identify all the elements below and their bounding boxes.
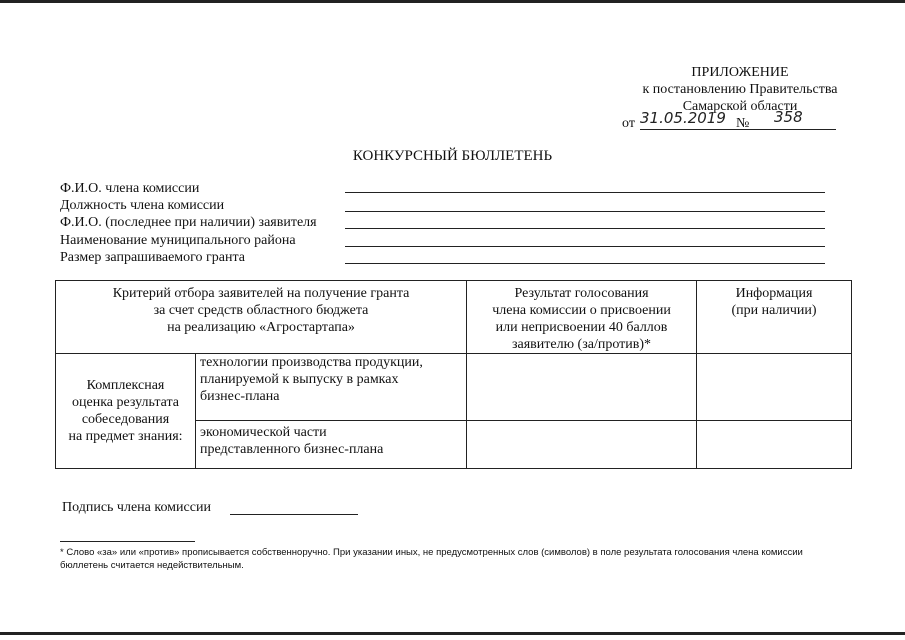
row-label-assessment	[56, 354, 196, 469]
number-value: 358	[774, 108, 803, 126]
row-label-line: на предмет знания:	[68, 429, 183, 444]
info-cell-economic[interactable]	[697, 421, 852, 469]
row-label-line: Комплексная	[86, 378, 165, 393]
appendix-line-2: Самарской области	[682, 99, 798, 114]
footnote-text: * Слово «за» или «против» прописывается собственноручно. При указании иных, не предусмотренных слов (символов) в поле результата голосования члена комиссии бюллетень считается недействительным.	[60, 547, 803, 571]
subcriterion-technology	[196, 354, 467, 421]
header-criterion-line: Критерий отбора заявителей на получение гранта	[112, 286, 410, 301]
subcriterion-economic	[196, 421, 467, 469]
header-criterion-line: за счет средств областного бюджета	[153, 303, 369, 318]
field-line-member-name[interactable]	[345, 192, 825, 193]
appendix-line-1: к постановлению Правительства	[642, 82, 838, 97]
field-label-district: Наименование муниципального района	[60, 233, 296, 248]
row-label-line: собеседования	[81, 412, 170, 427]
header-vote-line: заявителю (за/против)*	[511, 337, 652, 352]
subcriterion-line: планируемой к выпуску в рамках	[200, 372, 399, 387]
header-criterion	[56, 281, 467, 354]
header-vote-line: или неприсвоении 40 баллов	[495, 320, 668, 335]
header-vote-line: члена комиссии о присвоении	[492, 303, 671, 318]
field-line-district[interactable]	[345, 246, 825, 247]
signature-label: Подпись члена комиссии	[62, 500, 211, 515]
field-line-grant-amount[interactable]	[345, 263, 825, 264]
date-underline	[640, 129, 836, 130]
header-information	[697, 281, 852, 354]
subcriterion-line: технологии производства продукции,	[200, 355, 423, 370]
header-criterion-line: на реализацию «Агростартапа»	[167, 320, 355, 335]
field-line-member-position[interactable]	[345, 211, 825, 212]
table-row	[56, 354, 852, 421]
table-header-row	[56, 281, 852, 354]
appendix-title: ПРИЛОЖЕНИЕ	[691, 65, 789, 80]
row-label-line: оценка результата	[72, 395, 179, 410]
subcriterion-line: представленного бизнес-плана	[200, 442, 384, 457]
field-line-applicant-name[interactable]	[345, 228, 825, 229]
subcriterion-line: бизнес-плана	[200, 389, 280, 404]
scan-border-top	[0, 0, 905, 3]
appendix-date-row	[622, 108, 837, 135]
header-info-line: Информация	[735, 286, 813, 301]
field-label-applicant-name: Ф.И.О. (последнее при наличии) заявителя	[60, 215, 317, 230]
criteria-table	[55, 280, 852, 469]
date-prefix: от	[622, 116, 635, 131]
info-cell-technology[interactable]	[697, 354, 852, 421]
document-title: КОНКУРСНЫЙ БЮЛЛЕТЕНЬ	[352, 148, 553, 164]
field-label-grant-amount: Размер запрашиваемого гранта	[60, 250, 246, 265]
header-info-line: (при наличии)	[731, 303, 817, 318]
vote-cell-economic[interactable]	[467, 421, 697, 469]
header-vote-line: Результат голосования	[514, 286, 649, 301]
signature-line[interactable]	[230, 514, 358, 515]
field-label-member-position: Должность члена комиссии	[60, 198, 225, 213]
scan-border-bottom	[0, 632, 905, 635]
subcriterion-line: экономической части	[200, 425, 327, 440]
date-value: 31.05.2019	[640, 109, 726, 127]
number-prefix: №	[736, 116, 750, 131]
footnote-rule	[60, 541, 195, 542]
field-label-member-name: Ф.И.О. члена комиссии	[60, 181, 200, 196]
vote-cell-technology[interactable]	[467, 354, 697, 421]
header-vote-result	[467, 281, 697, 354]
